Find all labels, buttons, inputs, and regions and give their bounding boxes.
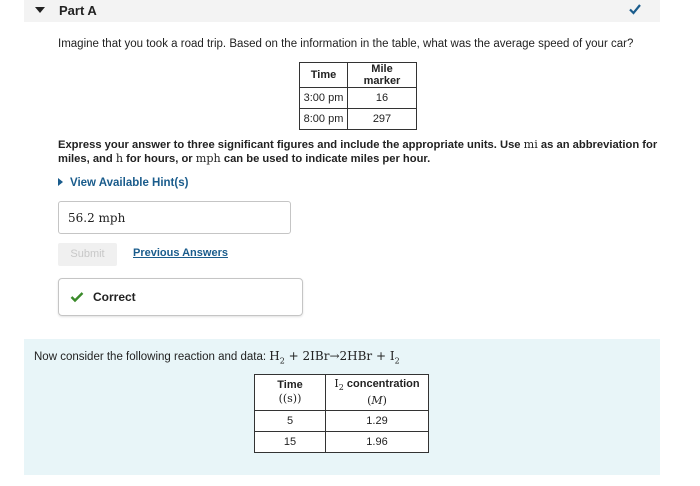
question-text: Imagine that you took a road trip. Based on the information in the table, what was the average speed of your car?	[58, 38, 634, 50]
table-cell: 1.96	[326, 432, 429, 453]
part-a-header[interactable]	[24, 0, 660, 22]
correct-label: Correct	[93, 290, 136, 304]
table-row	[300, 88, 417, 109]
answer-input[interactable]: 56.2 mph	[58, 201, 291, 234]
table-header: $I_2$ concentration (M)	[326, 375, 429, 411]
instruction-text: Express your answer to three significant figures and include the appropriate units. Use mi as an abbreviation for miles, and h for hours, or mph can be used to indicate miles per hour.	[58, 138, 658, 165]
table-header: Time	[300, 63, 348, 88]
trip-data-table	[299, 62, 417, 130]
table-header: Time ((s))	[255, 375, 326, 411]
table-cell: 8:00 pm	[300, 109, 348, 130]
table-cell: 1.29	[326, 411, 429, 432]
collapse-caret-icon[interactable]	[35, 7, 45, 13]
reaction-data-table	[254, 374, 429, 453]
table-cell: 15	[255, 432, 326, 453]
expand-triangle-icon	[58, 178, 63, 186]
part-b-panel	[24, 339, 660, 475]
table-row	[255, 432, 429, 453]
table-cell: 5	[255, 411, 326, 432]
correct-feedback-box	[58, 278, 303, 316]
previous-answers-link[interactable]: Previous Answers	[133, 247, 228, 259]
reaction-equation: $H_2 + 2IBr\to 2HBr + I_2$	[269, 349, 400, 366]
table-cell: 16	[348, 88, 417, 109]
checkmark-icon	[70, 291, 84, 303]
table-cell: 297	[348, 109, 417, 130]
submit-button[interactable]: Submit	[58, 243, 117, 266]
part-title: Part A	[59, 3, 97, 18]
table-cell: 3:00 pm	[300, 88, 348, 109]
view-hints-link[interactable]: View Available Hint(s)	[58, 177, 188, 189]
reaction-text: Now consider the following reaction and data: $H_2 + 2IBr\to 2HBr + I_2$	[34, 349, 400, 366]
table-row	[300, 109, 417, 130]
table-row	[255, 411, 429, 432]
checkmark-icon	[628, 2, 642, 16]
table-header: Mile marker	[348, 63, 417, 88]
